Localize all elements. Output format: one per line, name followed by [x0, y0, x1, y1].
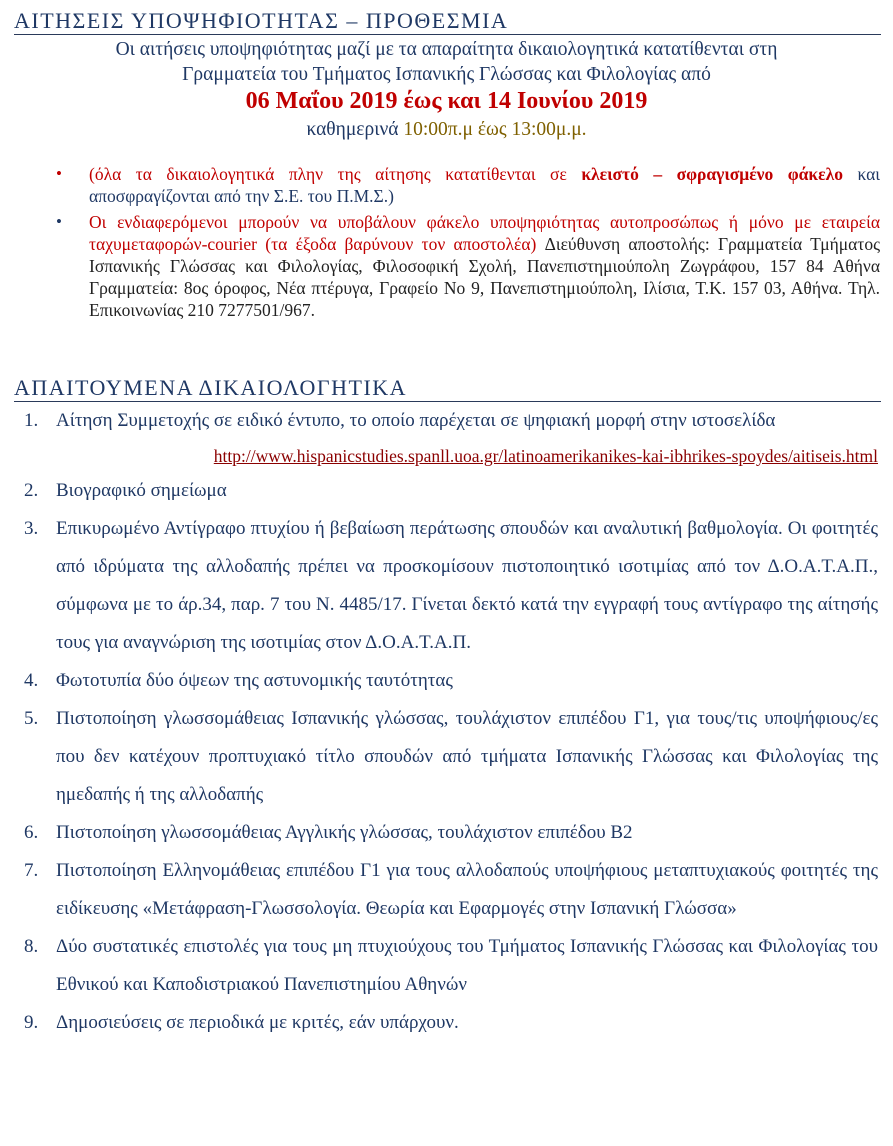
item-text: Βιογραφικό σημείωμα — [56, 480, 227, 501]
list-item — [24, 510, 878, 662]
item-number: 1. — [24, 410, 39, 431]
item-text: Επικυρωμένο Αντίγραφο πτυχίου ή βεβαίωση περάτωσης σπουδών και αναλυτική βαθμολογία. Οι φοιτητές από ιδρύματα της αλλοδαπής πρέπει να προσκομίσουν πιστοποιητικό ισοτιμίας από τον Δ.Ο.Α.Τ.Α.Π., σύμφωνα με το άρ.34, παρ. 7 του Ν. 4485/17. Γίνεται δεκτό κατά την εγγραφή τους αντίγραφο της αίτησής τους για αναγνώριση της ισοτιμίας στον Δ.Ο.Α.Τ.Α.Π. — [56, 518, 878, 653]
bullet-icon: • — [56, 164, 62, 183]
mailing-address: Διεύθυνση αποστολής: Γραμματεία Τμήματος Ισπανικής Γλώσσας και Φιλολογίας, Φιλοσοφική Σχολή, Πανεπιστημιούπολη Ζωγράφου, 157 84 Αθήνα Γραμματεία: 8ος όροφος, Νέα πτέρυγα, Γραφείο Νο 9, Πανεπιστημιούπολη, Ιλίσια, Τ.Κ. 157 03, Αθήνα. Τηλ. Επικοινωνίας 210 7277501/967. — [89, 234, 880, 320]
list-item — [24, 472, 878, 510]
item-number: 6. — [24, 822, 39, 843]
note-text-rest: και αποσφραγίζονται από την Σ.Ε. του Π.Μ.Σ.) — [89, 164, 880, 206]
list-item — [24, 814, 878, 852]
link-line — [56, 440, 878, 472]
item-text: Δύο συστατικές επιστολές για τους μη πτυχιούχους του Τμήματος Ισπανικής Γλώσσας και Φιλολογίας του Εθνικού και Καποδιστριακού Πανεπιστημίου Αθηνών — [56, 936, 878, 995]
item-text: Πιστοποίηση Ελληνομάθειας επιπέδου Γ1 για τους αλλοδαπούς υποψήφιους μεταπτυχιακούς φοιτητές της ειδίκευσης «Μετάφραση-Γλωσσολογία. Θεωρία και Εφαρμογές στην Ισπανική Γλώσσα» — [56, 860, 878, 919]
item-number: 3. — [24, 518, 39, 539]
list-item — [24, 852, 878, 928]
item-number: 2. — [24, 480, 39, 501]
item-text: Αίτηση Συμμετοχής σε ειδικό έντυπο, το οποίο παρέχεται σε ψηφιακή μορφή στην ιστοσελίδα — [56, 410, 776, 431]
item-number: 4. — [24, 670, 39, 691]
application-form-link[interactable]: http://www.hispanicstudies.spanll.uoa.gr/latinoamerikanikes-kai-ibhrikes-spoydes/aitiseis.html — [213, 446, 878, 466]
item-number: 8. — [24, 936, 39, 957]
bullet-icon: • — [56, 212, 62, 231]
item-text: Φωτοτυπία δύο όψεων της αστυνομικής ταυτότητας — [56, 670, 453, 691]
intro-line-1: Οι αιτήσεις υποψηφιότητας μαζί με τα απαραίτητα δικαιολογητικά κατατίθενται στη — [115, 39, 778, 60]
submission-notes — [56, 163, 880, 321]
list-item — [56, 211, 880, 321]
note-text: (όλα τα δικαιολογητικά πλην της αίτησης κατατίθενται σε — [89, 164, 582, 184]
item-number: 5. — [24, 708, 39, 729]
section-heading-documents: ΑΠΑΙΤΟΥΜΕΝΑ ΔΙΚΑΙΟΛΟΓΗΤΙΚΑ — [14, 375, 881, 402]
item-number: 9. — [24, 1012, 39, 1033]
list-item — [24, 700, 878, 814]
item-text: Δημοσιεύσεις σε περιοδικά με κριτές, εάν υπάρχουν. — [56, 1012, 459, 1033]
note-text: Οι ενδιαφερόμενοι μπορούν να υποβάλουν φάκελο υποψηφιότητας αυτοπροσώπως ή μόνο με εταιρεία ταχυμεταφορών-courier (τα έξοδα βαρύνουν τον αποστολέα) — [89, 212, 880, 254]
list-item — [24, 1004, 878, 1042]
list-item — [24, 662, 878, 700]
section-heading-deadline: ΑΙΤΗΣΕΙΣ ΥΠΟΨΗΦΙΟΤΗΤΑΣ – ΠΡΟΘΕΣΜΙΑ — [14, 8, 881, 35]
office-hours — [0, 117, 893, 142]
item-text: Πιστοποίηση γλωσσομάθειας Ισπανικής γλώσσας, τουλάχιστον επιπέδου Γ1, για τους/τις υποψήφιους/ες που δεν κατέχουν προπτυχιακό τίτλο σπουδών από τμήματα Ισπανικής Γλώσσας και Φιλολογίας της ημεδαπής ή της αλλοδαπής — [56, 708, 878, 805]
required-documents-list — [24, 402, 878, 1042]
office-hours-prefix: καθημερινά — [306, 119, 404, 140]
item-text: Πιστοποίηση γλωσσομάθειας Αγγλικής γλώσσας, τουλάχιστον επιπέδου Β2 — [56, 822, 633, 843]
deadline-dates: 06 Μαΐου 2019 έως και 14 Ιουνίου 2019 — [245, 88, 648, 114]
item-number: 7. — [24, 860, 39, 881]
list-item — [24, 402, 878, 472]
office-hours-time: 10:00π.μ έως 13:00μ.μ. — [403, 119, 587, 140]
intro-line-2: Γραμματεία του Τμήματος Ισπανικής Γλώσσας και Φιλολογίας από — [182, 64, 711, 85]
list-item — [56, 163, 880, 207]
list-item — [24, 928, 878, 1004]
note-emphasis: κλειστό – σφραγισμένο φάκελο — [581, 164, 843, 184]
